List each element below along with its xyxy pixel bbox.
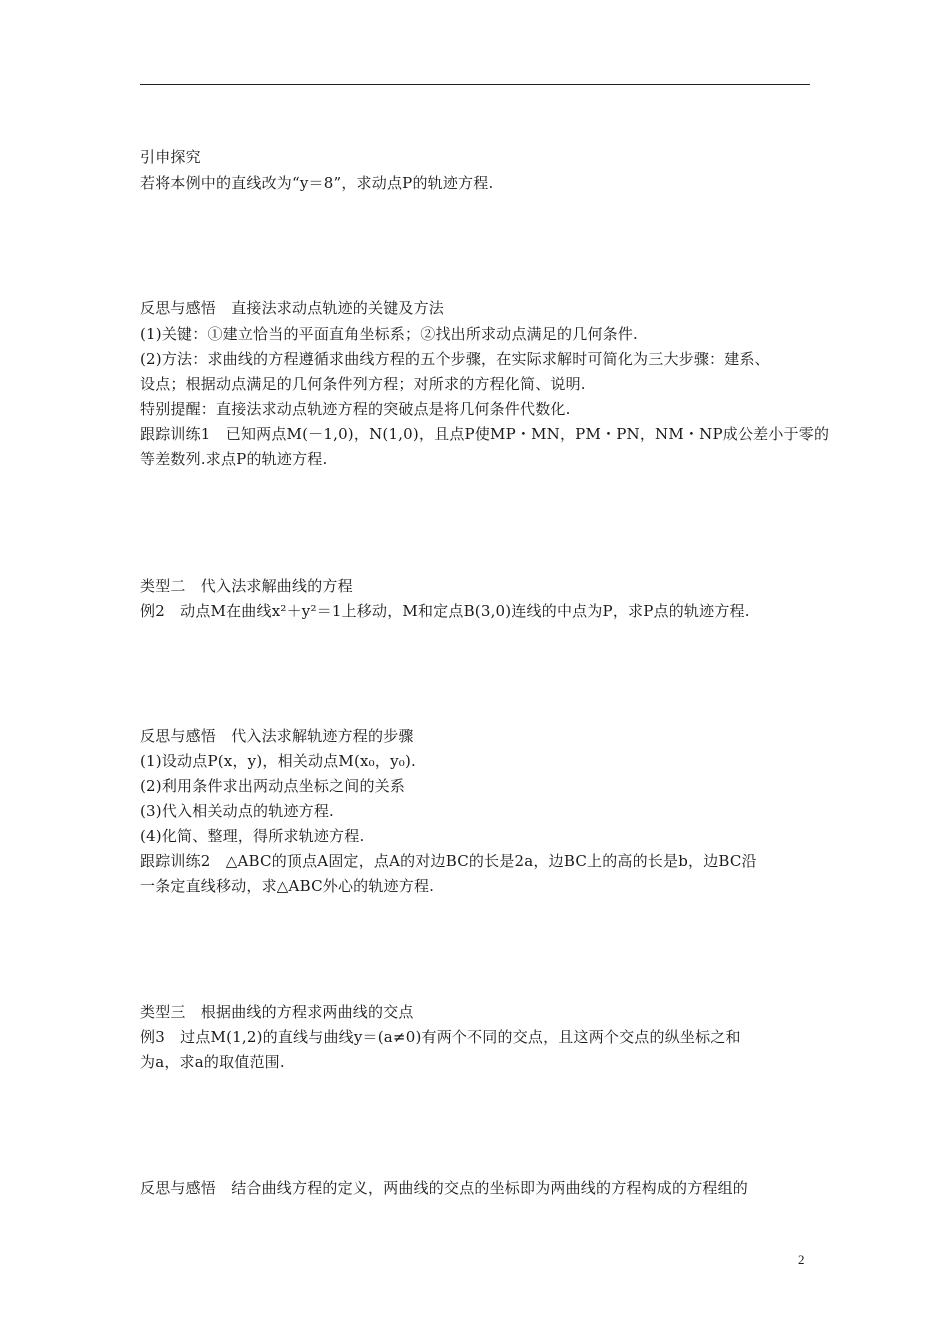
header-rule [140,84,810,85]
step-3: (3)代入相关动点的轨迹方程. [140,802,335,820]
step-2: (2)利用条件求出两动点坐标之间的关系 [140,777,406,795]
reflection-1-point-1: (1)关键：①建立恰当的平面直角坐标系；②找出所求动点满足的几何条件. [140,325,639,343]
example-3: 例3 过点M(1,2)的直线与曲线y＝(a≠0)有两个不同的交点，且这两个交点的纵坐标之和 [140,1028,741,1046]
section-type-3: 类型三 根据曲线的方程求两曲线的交点 [140,1003,414,1021]
extension-question: 若将本例中的直线改为“y＝8”，求动点P的轨迹方程. [140,174,494,192]
example-3-cont: 为a，求a的取值范围. [140,1053,285,1071]
exercise-2-cont: 一条定直线移动，求△ABC外心的轨迹方程. [140,877,435,895]
reflection-heading-3: 反思与感悟 结合曲线方程的定义，两曲线的交点的坐标即为两曲线的方程构成的方程组的 [140,1179,749,1197]
reflection-heading-2: 反思与感悟 代入法求解轨迹方程的步骤 [140,727,414,745]
exercise-1-cont: 等差数列.求点P的轨迹方程. [140,450,328,468]
reflection-1-point-2: (2)方法：求曲线的方程遵循求曲线方程的五个步骤，在实际求解时可简化为三大步骤：建系、 [140,350,770,368]
step-1: (1)设动点P(x，y)，相关动点M(x₀，y₀). [140,752,416,770]
page-number: 2 [798,1252,805,1267]
reflection-1-point-2-cont: 设点；根据动点满足的几何条件列方程；对所求的方程化简、说明. [140,375,586,393]
exercise-1: 跟踪训练1 已知两点M(－1,0)，N(1,0)，且点P使MP・MN，PM・PN，NM・NP成公差小于零的 [140,425,830,443]
reflection-heading-1: 反思与感悟 直接法求动点轨迹的关键及方法 [140,299,445,317]
heading-extension: 引申探究 [140,148,201,166]
step-4: (4)化简、整理，得所求轨迹方程. [140,827,365,845]
exercise-2: 跟踪训练2 △ABC的顶点A固定，点A的对边BC的长是2a，边BC上的高的长是b，边BC沿 [140,852,757,870]
section-type-2: 类型二 代入法求解曲线的方程 [140,577,353,595]
example-2: 例2 动点M在曲线x²＋y²＝1上移动，M和定点B(3,0)连线的中点为P，求P点的轨迹方程. [140,602,750,620]
reflection-1-note: 特别提醒：直接法求动点轨迹方程的突破点是将几何条件代数化. [140,400,571,418]
